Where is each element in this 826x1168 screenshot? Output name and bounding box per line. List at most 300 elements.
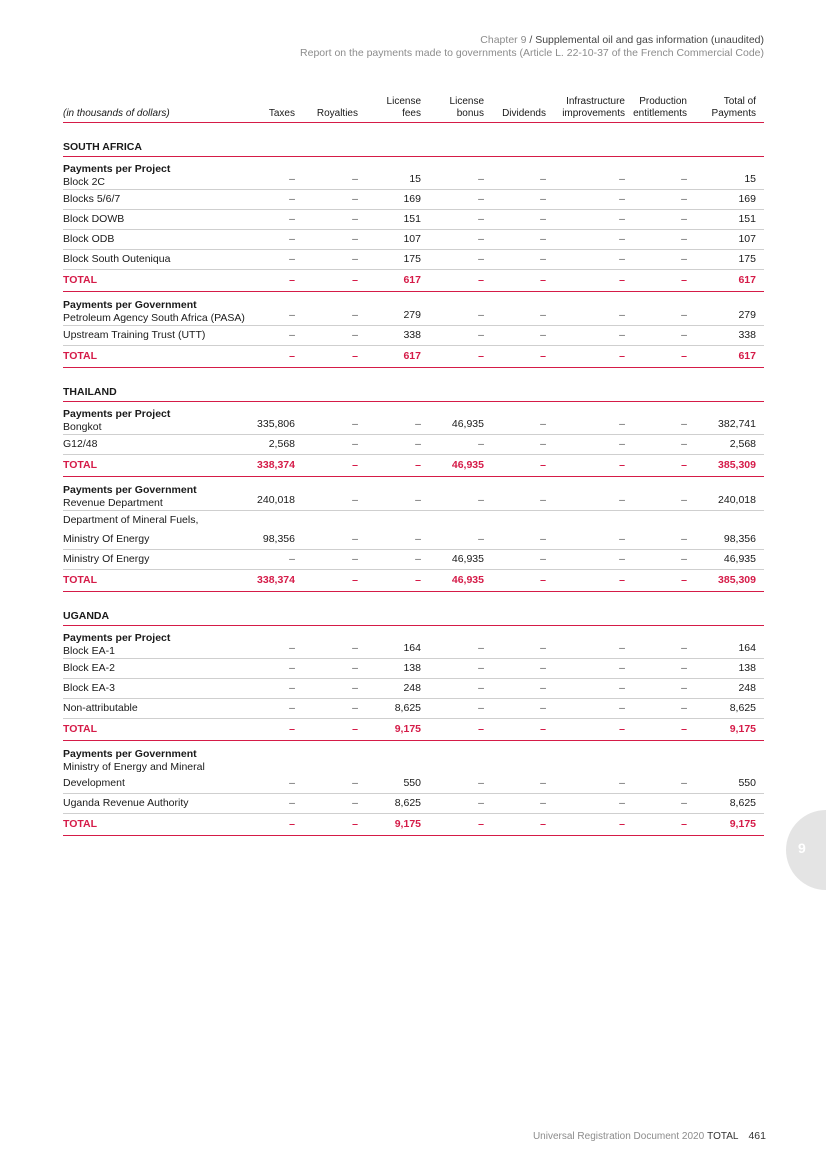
column-header: Infrastructure improvements bbox=[554, 96, 633, 123]
total-cell: – bbox=[303, 719, 366, 741]
row-label bbox=[63, 326, 247, 346]
table-cell: – bbox=[429, 190, 492, 210]
table-cell: – bbox=[429, 774, 492, 794]
table-row bbox=[63, 530, 764, 550]
row-label bbox=[63, 230, 247, 250]
table-cell: – bbox=[492, 190, 554, 210]
table-cell: – bbox=[554, 326, 633, 346]
total-cell: – bbox=[492, 719, 554, 741]
table-row bbox=[63, 741, 764, 775]
table-cell: 8,625 bbox=[695, 794, 764, 814]
table-cell: 550 bbox=[695, 774, 764, 794]
table-cell: – bbox=[492, 326, 554, 346]
table-cell: – bbox=[633, 550, 695, 570]
table-cell: 240,018 bbox=[247, 477, 303, 511]
total-cell: – bbox=[247, 719, 303, 741]
table-cell: – bbox=[303, 550, 366, 570]
total-cell: – bbox=[633, 814, 695, 836]
total-cell: 338,374 bbox=[247, 570, 303, 592]
total-cell: – bbox=[633, 346, 695, 368]
header-subtitle: Report on the payments made to governments (Article L. 22-10-37 of the French Commercial Code) bbox=[300, 47, 764, 59]
total-row bbox=[63, 270, 764, 292]
total-cell: 9,175 bbox=[695, 719, 764, 741]
row-label bbox=[63, 659, 247, 679]
table-cell: – bbox=[633, 774, 695, 794]
table-row bbox=[63, 626, 764, 659]
total-label: TOTAL bbox=[63, 719, 247, 741]
column-header: License fees bbox=[366, 96, 429, 123]
country-row bbox=[63, 606, 764, 626]
table-cell: 164 bbox=[366, 626, 429, 659]
total-cell: – bbox=[554, 570, 633, 592]
table-cell: 151 bbox=[695, 210, 764, 230]
table-row bbox=[63, 774, 764, 794]
total-cell: – bbox=[492, 570, 554, 592]
table-cell: – bbox=[429, 794, 492, 814]
table-row bbox=[63, 402, 764, 435]
total-cell: 617 bbox=[366, 346, 429, 368]
spacer-row bbox=[63, 368, 764, 383]
page-footer bbox=[533, 1130, 766, 1142]
table-cell: – bbox=[633, 626, 695, 659]
table-cell: 248 bbox=[695, 679, 764, 699]
table-cell bbox=[554, 511, 633, 531]
table-cell: – bbox=[554, 626, 633, 659]
row-label bbox=[63, 699, 247, 719]
table-cell: – bbox=[247, 157, 303, 190]
total-cell: – bbox=[247, 270, 303, 292]
table-cell: – bbox=[554, 679, 633, 699]
total-cell: – bbox=[366, 570, 429, 592]
row-label bbox=[63, 210, 247, 230]
table-cell: – bbox=[554, 530, 633, 550]
table-cell: – bbox=[366, 477, 429, 511]
table-cell: – bbox=[429, 326, 492, 346]
table-row bbox=[63, 794, 764, 814]
column-header: Production entitlements bbox=[633, 96, 695, 123]
total-cell: 9,175 bbox=[366, 814, 429, 836]
table-cell: – bbox=[492, 477, 554, 511]
total-row bbox=[63, 570, 764, 592]
table-cell: – bbox=[554, 292, 633, 326]
row-label bbox=[63, 530, 247, 550]
section-title: Payments per Government bbox=[63, 748, 197, 760]
row-label bbox=[63, 550, 247, 570]
row-label-text: Block 2C bbox=[63, 176, 106, 188]
table-row bbox=[63, 210, 764, 230]
table-cell: – bbox=[303, 774, 366, 794]
row-label bbox=[63, 774, 247, 794]
table-row bbox=[63, 230, 764, 250]
table-cell: 46,935 bbox=[429, 550, 492, 570]
table-row bbox=[63, 190, 764, 210]
total-cell: – bbox=[554, 455, 633, 477]
table-cell: 107 bbox=[366, 230, 429, 250]
table-cell bbox=[695, 741, 764, 775]
footer-brand: TOTAL bbox=[707, 1131, 739, 1142]
table-cell: – bbox=[303, 210, 366, 230]
table-cell: 46,935 bbox=[429, 402, 492, 435]
table-cell: – bbox=[429, 230, 492, 250]
table-cell: – bbox=[429, 435, 492, 455]
table-cell: – bbox=[429, 530, 492, 550]
table-cell: – bbox=[554, 774, 633, 794]
row-label-text: Ministry of Energy and Mineral bbox=[63, 761, 205, 773]
total-cell: – bbox=[492, 814, 554, 836]
table-cell: 98,356 bbox=[695, 530, 764, 550]
table-header-row bbox=[63, 96, 764, 123]
table-cell: – bbox=[633, 699, 695, 719]
table-cell bbox=[303, 511, 366, 531]
table-cell: – bbox=[303, 679, 366, 699]
table-cell: – bbox=[429, 626, 492, 659]
table-row bbox=[63, 250, 764, 270]
table-cell: 46,935 bbox=[695, 550, 764, 570]
chapter-tab[interactable] bbox=[786, 810, 826, 890]
table-cell bbox=[247, 511, 303, 531]
table-cell: 248 bbox=[366, 679, 429, 699]
total-cell: – bbox=[303, 455, 366, 477]
total-cell: – bbox=[247, 346, 303, 368]
total-label: TOTAL bbox=[63, 814, 247, 836]
table-cell: – bbox=[633, 250, 695, 270]
country-name: UGANDA bbox=[63, 606, 764, 626]
table-cell: 175 bbox=[695, 250, 764, 270]
row-label-text: Block EA-1 bbox=[63, 645, 115, 657]
table-cell: 550 bbox=[366, 774, 429, 794]
table-cell: – bbox=[492, 157, 554, 190]
total-cell: – bbox=[303, 570, 366, 592]
total-cell: – bbox=[633, 270, 695, 292]
row-label-text: Revenue Department bbox=[63, 497, 163, 509]
table-cell: – bbox=[303, 190, 366, 210]
table-cell: – bbox=[247, 292, 303, 326]
total-cell: 338,374 bbox=[247, 455, 303, 477]
chapter-title: Supplemental oil and gas information (unaudited) bbox=[535, 34, 764, 46]
table-cell: 15 bbox=[695, 157, 764, 190]
table-cell: 164 bbox=[695, 626, 764, 659]
table-cell: 175 bbox=[366, 250, 429, 270]
table-row bbox=[63, 659, 764, 679]
chapter-tab-number: 9 bbox=[798, 840, 806, 856]
row-label-text: Non-attributable bbox=[63, 702, 138, 714]
row-label bbox=[63, 511, 247, 531]
table-cell: – bbox=[492, 550, 554, 570]
table-cell: – bbox=[633, 326, 695, 346]
table-cell bbox=[429, 741, 492, 775]
total-cell: – bbox=[554, 814, 633, 836]
row-label-text: Block DOWB bbox=[63, 213, 125, 225]
row-label-text: Development bbox=[63, 777, 125, 789]
table-cell: 2,568 bbox=[247, 435, 303, 455]
total-label: TOTAL bbox=[63, 346, 247, 368]
table-cell: 98,356 bbox=[247, 530, 303, 550]
table-cell: – bbox=[429, 477, 492, 511]
table-cell: – bbox=[429, 210, 492, 230]
table-cell: – bbox=[554, 659, 633, 679]
country-row bbox=[63, 382, 764, 402]
table-cell bbox=[633, 741, 695, 775]
table-cell: – bbox=[429, 157, 492, 190]
total-cell: 46,935 bbox=[429, 455, 492, 477]
unit-label: (in thousands of dollars) bbox=[63, 96, 247, 123]
table-cell: – bbox=[303, 626, 366, 659]
total-cell: 9,175 bbox=[366, 719, 429, 741]
table-cell: – bbox=[247, 626, 303, 659]
table-cell: 279 bbox=[695, 292, 764, 326]
section-title: Payments per Project bbox=[63, 632, 171, 644]
total-cell: – bbox=[303, 346, 366, 368]
table-cell: – bbox=[492, 699, 554, 719]
table-cell: – bbox=[492, 679, 554, 699]
column-header: License bonus bbox=[429, 96, 492, 123]
table-cell: – bbox=[492, 626, 554, 659]
table-cell: – bbox=[429, 679, 492, 699]
table-row bbox=[63, 292, 764, 326]
chapter-label: Chapter 9 bbox=[480, 34, 527, 46]
spacer-cell bbox=[63, 123, 764, 138]
table-cell: – bbox=[554, 794, 633, 814]
table-cell: – bbox=[633, 230, 695, 250]
table-row bbox=[63, 679, 764, 699]
total-cell: – bbox=[492, 270, 554, 292]
table-row bbox=[63, 511, 764, 531]
table-cell: 382,741 bbox=[695, 402, 764, 435]
table-cell: – bbox=[554, 435, 633, 455]
total-cell: 385,309 bbox=[695, 455, 764, 477]
table-cell: – bbox=[247, 550, 303, 570]
total-cell: – bbox=[429, 346, 492, 368]
table-cell: – bbox=[492, 530, 554, 550]
section-title: Payments per Project bbox=[63, 408, 171, 420]
section-title: Payments per Government bbox=[63, 299, 197, 311]
table-cell: – bbox=[247, 230, 303, 250]
column-header: Total of Payments bbox=[695, 96, 764, 123]
row-label bbox=[63, 190, 247, 210]
table-cell: – bbox=[303, 402, 366, 435]
table-cell: – bbox=[492, 402, 554, 435]
table-cell bbox=[554, 741, 633, 775]
total-cell: 385,309 bbox=[695, 570, 764, 592]
total-cell: 46,935 bbox=[429, 570, 492, 592]
table-row bbox=[63, 435, 764, 455]
table-cell: – bbox=[247, 679, 303, 699]
table-cell: 338 bbox=[366, 326, 429, 346]
country-row bbox=[63, 137, 764, 157]
table-cell: 8,625 bbox=[366, 699, 429, 719]
table-cell bbox=[695, 511, 764, 531]
table-cell bbox=[429, 511, 492, 531]
table-cell: – bbox=[492, 435, 554, 455]
chapter-separator: / bbox=[529, 34, 533, 46]
row-label bbox=[63, 292, 247, 326]
table-cell: – bbox=[633, 530, 695, 550]
table-cell: 335,806 bbox=[247, 402, 303, 435]
row-label-text: G12/48 bbox=[63, 438, 98, 450]
chapter-line bbox=[300, 34, 764, 47]
table-cell: – bbox=[633, 679, 695, 699]
column-header: Dividends bbox=[492, 96, 554, 123]
row-label-text: Block EA-2 bbox=[63, 662, 115, 674]
table-cell: – bbox=[247, 250, 303, 270]
table-cell: 240,018 bbox=[695, 477, 764, 511]
table-cell: 279 bbox=[366, 292, 429, 326]
table-cell: – bbox=[303, 794, 366, 814]
row-label-text: Ministry Of Energy bbox=[63, 533, 150, 545]
table-cell: – bbox=[554, 477, 633, 511]
total-cell: – bbox=[429, 270, 492, 292]
row-label-text: Uganda Revenue Authority bbox=[63, 797, 189, 809]
total-cell: – bbox=[303, 814, 366, 836]
total-cell: – bbox=[429, 719, 492, 741]
table-cell: – bbox=[492, 250, 554, 270]
column-header: Royalties bbox=[303, 96, 366, 123]
table-cell: – bbox=[554, 699, 633, 719]
table-cell: – bbox=[366, 402, 429, 435]
table-cell: – bbox=[554, 210, 633, 230]
table-cell: 169 bbox=[366, 190, 429, 210]
table-cell: – bbox=[303, 326, 366, 346]
table-cell: – bbox=[247, 774, 303, 794]
total-cell: – bbox=[247, 814, 303, 836]
row-label bbox=[63, 250, 247, 270]
payments-table bbox=[63, 96, 764, 836]
table-cell: – bbox=[633, 292, 695, 326]
table-cell: – bbox=[429, 292, 492, 326]
total-cell: 617 bbox=[695, 346, 764, 368]
footer-document: Universal Registration Document 2020 bbox=[532, 1131, 705, 1142]
table-cell: – bbox=[303, 230, 366, 250]
row-label bbox=[63, 402, 247, 435]
column-header: Taxes bbox=[247, 96, 303, 123]
row-label bbox=[63, 435, 247, 455]
row-label bbox=[63, 626, 247, 659]
spacer-row bbox=[63, 123, 764, 138]
table-cell: – bbox=[554, 402, 633, 435]
table-cell: – bbox=[429, 699, 492, 719]
table-cell bbox=[633, 511, 695, 531]
page-header bbox=[300, 34, 764, 60]
page-number: 461 bbox=[748, 1130, 766, 1142]
table-cell bbox=[247, 741, 303, 775]
table-cell: – bbox=[554, 250, 633, 270]
table-cell: – bbox=[554, 190, 633, 210]
table-cell: – bbox=[366, 530, 429, 550]
total-cell: – bbox=[429, 814, 492, 836]
spacer-cell bbox=[63, 368, 764, 383]
table-cell: 138 bbox=[695, 659, 764, 679]
total-cell: – bbox=[633, 570, 695, 592]
total-row bbox=[63, 455, 764, 477]
total-cell: 9,175 bbox=[695, 814, 764, 836]
table-cell: – bbox=[303, 435, 366, 455]
table-cell: – bbox=[303, 530, 366, 550]
row-label bbox=[63, 741, 247, 775]
row-label bbox=[63, 157, 247, 190]
table-cell bbox=[303, 741, 366, 775]
table-cell: – bbox=[492, 774, 554, 794]
section-title: Payments per Project bbox=[63, 163, 171, 175]
table-cell bbox=[492, 511, 554, 531]
table-cell: 8,625 bbox=[366, 794, 429, 814]
table-cell: – bbox=[633, 210, 695, 230]
table-cell: – bbox=[303, 157, 366, 190]
total-label: TOTAL bbox=[63, 570, 247, 592]
table-cell: – bbox=[492, 210, 554, 230]
row-label-text: Bongkot bbox=[63, 421, 102, 433]
table-cell bbox=[366, 741, 429, 775]
table-cell: – bbox=[247, 210, 303, 230]
row-label-text: Department of Mineral Fuels, bbox=[63, 514, 199, 526]
table-cell: – bbox=[303, 292, 366, 326]
total-cell: – bbox=[303, 270, 366, 292]
table-cell: – bbox=[492, 659, 554, 679]
table-cell: 8,625 bbox=[695, 699, 764, 719]
table-cell: – bbox=[633, 402, 695, 435]
table-cell: – bbox=[303, 477, 366, 511]
table-row bbox=[63, 157, 764, 190]
table-cell: – bbox=[633, 659, 695, 679]
table-cell: – bbox=[366, 435, 429, 455]
row-label-text: Petroleum Agency South Africa (PASA) bbox=[63, 312, 245, 324]
spacer-row bbox=[63, 592, 764, 607]
table-row bbox=[63, 550, 764, 570]
table-cell: 2,568 bbox=[695, 435, 764, 455]
table-cell: – bbox=[492, 230, 554, 250]
table-cell: – bbox=[633, 477, 695, 511]
table-cell: 138 bbox=[366, 659, 429, 679]
table-cell: – bbox=[633, 157, 695, 190]
total-cell: – bbox=[633, 719, 695, 741]
table-cell: 151 bbox=[366, 210, 429, 230]
table-cell: – bbox=[303, 699, 366, 719]
spacer-cell bbox=[63, 592, 764, 607]
table-cell: 107 bbox=[695, 230, 764, 250]
table-cell: – bbox=[492, 292, 554, 326]
table-cell: – bbox=[633, 794, 695, 814]
table-row bbox=[63, 326, 764, 346]
row-label bbox=[63, 679, 247, 699]
table-cell: – bbox=[429, 659, 492, 679]
total-cell: 617 bbox=[695, 270, 764, 292]
total-cell: – bbox=[554, 346, 633, 368]
country-name: SOUTH AFRICA bbox=[63, 137, 764, 157]
total-cell: – bbox=[492, 346, 554, 368]
table-cell: – bbox=[247, 699, 303, 719]
table-cell: – bbox=[303, 659, 366, 679]
section-title: Payments per Government bbox=[63, 484, 197, 496]
table-cell: – bbox=[303, 250, 366, 270]
total-label: TOTAL bbox=[63, 270, 247, 292]
table-cell: – bbox=[366, 550, 429, 570]
table-cell: – bbox=[247, 326, 303, 346]
table-body bbox=[63, 123, 764, 836]
table-cell: – bbox=[554, 230, 633, 250]
row-label-text: Ministry Of Energy bbox=[63, 553, 150, 565]
table-cell bbox=[492, 741, 554, 775]
total-row bbox=[63, 719, 764, 741]
total-row bbox=[63, 814, 764, 836]
total-cell: – bbox=[366, 455, 429, 477]
table-cell: – bbox=[633, 190, 695, 210]
total-cell: – bbox=[492, 455, 554, 477]
row-label-text: Block South Outeniqua bbox=[63, 253, 171, 265]
row-label-text: Blocks 5/6/7 bbox=[63, 193, 121, 205]
total-row bbox=[63, 346, 764, 368]
row-label-text: Upstream Training Trust (UTT) bbox=[63, 329, 206, 341]
table-cell: – bbox=[429, 250, 492, 270]
table-cell: 338 bbox=[695, 326, 764, 346]
